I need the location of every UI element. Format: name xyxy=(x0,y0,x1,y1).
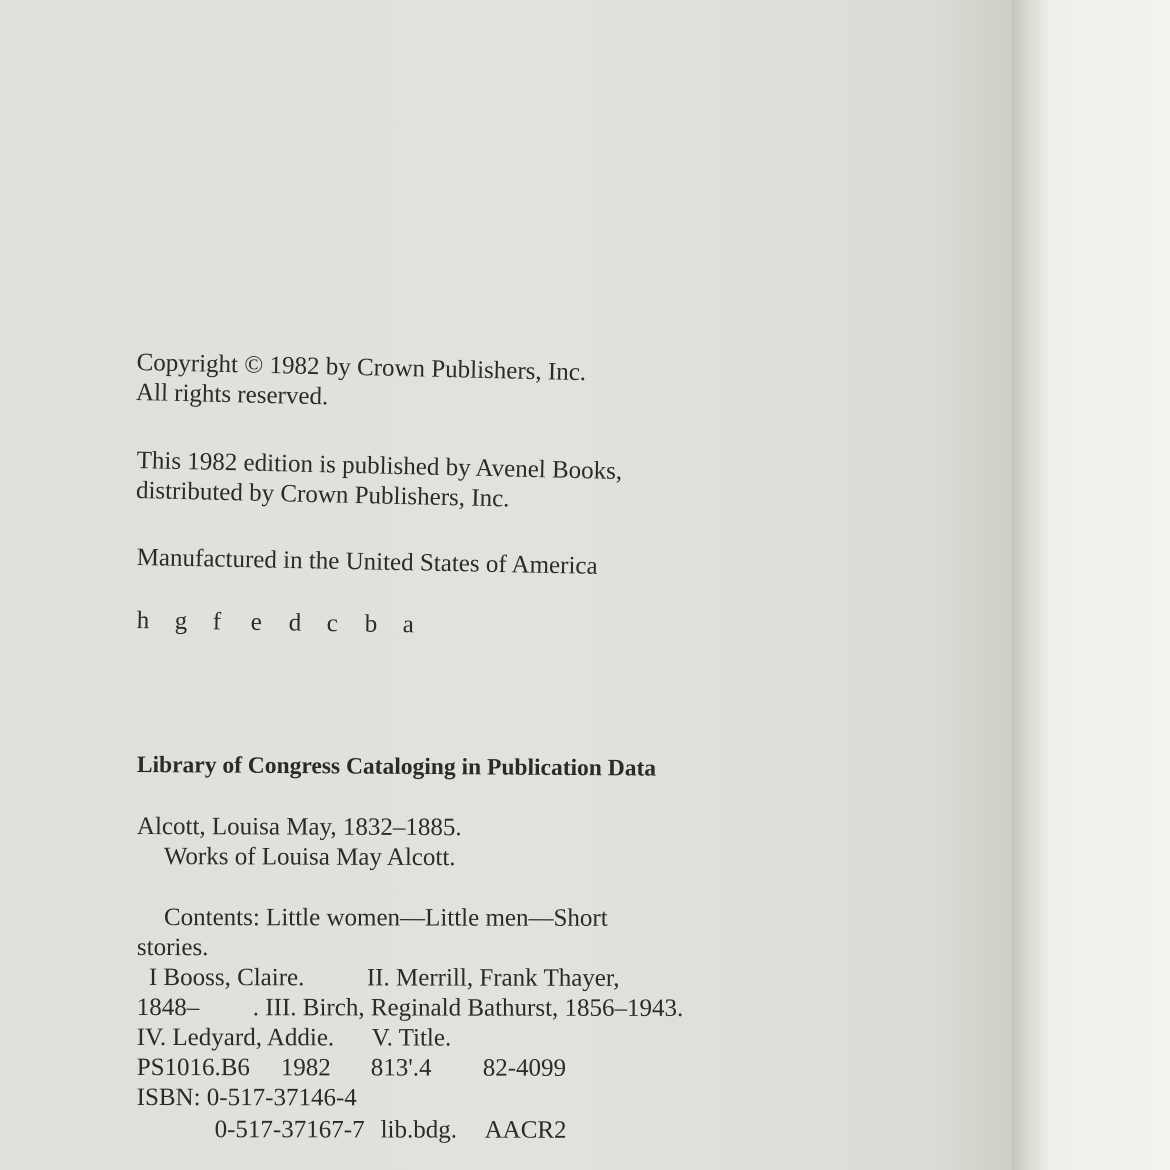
manufactured-line: Manufactured in the United States of America xyxy=(136,543,598,580)
cip-contents-2: stories. xyxy=(136,933,209,962)
cip-entries-2 xyxy=(137,993,684,1024)
printing-letter: d xyxy=(288,609,302,637)
cip-entry: II. Merrill, Frank Thayer, xyxy=(366,964,620,992)
cip-heading: Library of Congress Cataloging in Publication Data xyxy=(136,751,657,782)
cip-author: Alcott, Louisa May, 1832–1885. xyxy=(136,813,462,842)
printing-letter: g xyxy=(174,607,188,635)
cip-contents-block xyxy=(137,903,684,1146)
printing-letter: c xyxy=(326,609,339,638)
copyright-line: Copyright © 1982 by Crown Publishers, Inc. xyxy=(136,348,587,387)
cip-classification: 813'.4 xyxy=(370,1054,432,1082)
cip-entry: . III. Birch, Reginald Bathurst, 1856–1943. xyxy=(252,994,684,1022)
printing-letter: b xyxy=(364,610,378,638)
cip-entry: V. Title. xyxy=(371,1024,452,1052)
copyright-block xyxy=(136,348,587,418)
cip-entries-3 xyxy=(137,1023,684,1054)
cip-isbn-line-2 xyxy=(137,1115,684,1146)
cip-lccn: 82-4099 xyxy=(482,1054,567,1082)
edition-line-1: This 1982 edition is published by Avenel Books, xyxy=(136,446,623,486)
cip-contents-1: Contents: Little women—Little men—Short xyxy=(163,904,608,932)
cip-entry: 1848– xyxy=(136,993,200,1022)
cip-entry: IV. Ledyard, Addie. xyxy=(136,1023,335,1052)
edition-line-2: distributed by Crown Publishers, Inc. xyxy=(135,476,510,513)
cip-isbn-2: 0-517-37167-7 xyxy=(214,1116,365,1144)
cip-binding: lib.bdg. xyxy=(380,1116,458,1144)
cip-call-number-line xyxy=(137,1053,684,1084)
printing-letter: a xyxy=(402,611,415,639)
cip-title: Works of Louisa May Alcott. xyxy=(163,843,456,872)
book-page-right xyxy=(1048,0,1170,1170)
cip-entries-1 xyxy=(137,963,684,994)
printing-letter: e xyxy=(250,608,263,636)
cip-call-number: PS1016.B6 xyxy=(136,1053,250,1082)
printing-letter: f xyxy=(212,608,222,636)
cip-isbn-1: ISBN: 0-517-37146-4 xyxy=(136,1083,357,1112)
printing-letter: h xyxy=(136,606,150,635)
cip-author-block xyxy=(137,812,462,873)
book-gutter xyxy=(1012,0,1048,1170)
edition-block xyxy=(136,446,623,517)
cip-call-year: 1982 xyxy=(280,1054,331,1082)
cip-rules: AACR2 xyxy=(484,1116,567,1144)
rights-line: All rights reserved. xyxy=(135,378,329,411)
printing-line xyxy=(136,606,415,639)
cip-heading-block xyxy=(137,750,656,784)
cip-entry: I Booss, Claire. xyxy=(148,964,305,992)
